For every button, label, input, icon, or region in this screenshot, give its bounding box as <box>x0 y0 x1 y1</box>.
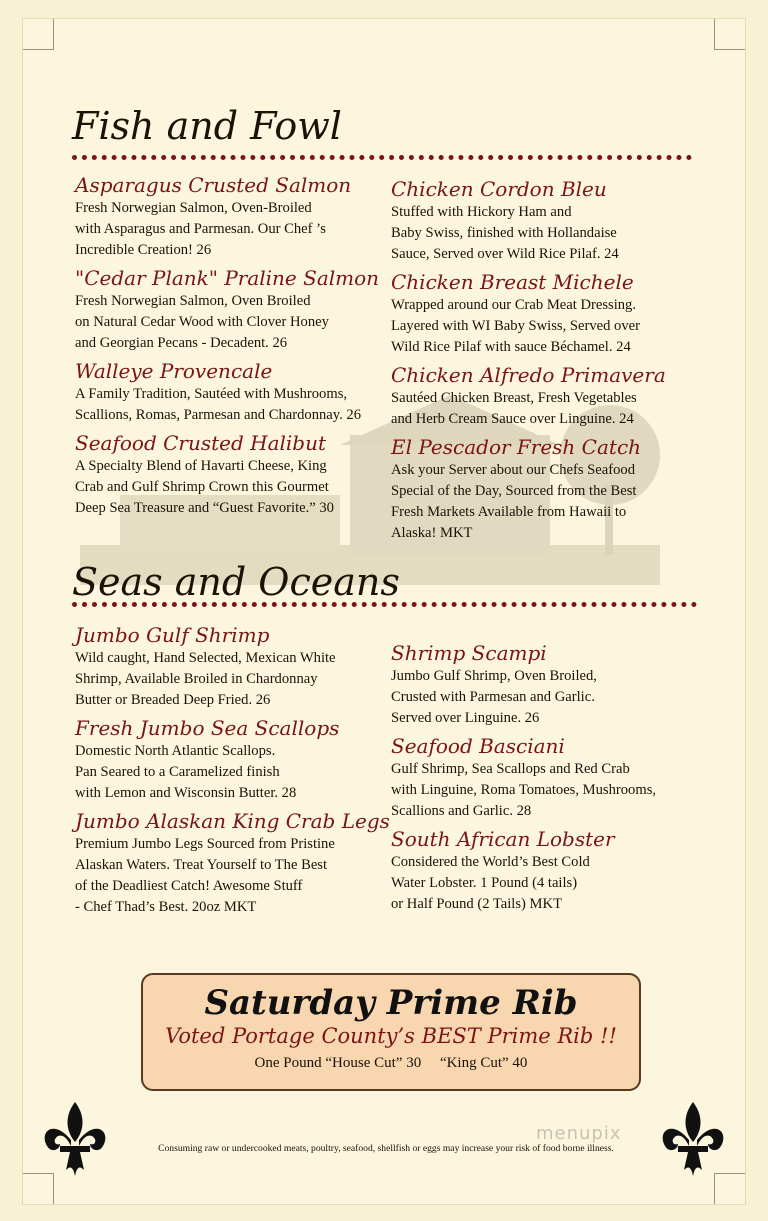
fleur-de-lis-icon <box>40 1100 110 1178</box>
menu-item-description: Wild caught, Hand Selected, Mexican White Shrimp, Available Broiled in Chardonnay Butter or Breaded Deep Fried. 26 <box>75 650 336 708</box>
dotted-divider <box>72 155 692 160</box>
menu-item-description: Sautéed Chicken Breast, Fresh Vegetables and Herb Cream Sauce over Linguine. 24 <box>391 390 637 427</box>
menu-item-name: Jumbo Alaskan King Crab Legs <box>75 809 390 833</box>
menu-item-name: Fresh Jumbo Sea Scallops <box>75 716 340 740</box>
fleur-de-lis-icon <box>658 1100 728 1178</box>
menu-item-name: Walleye Provencale <box>75 359 273 383</box>
menu-item <box>75 172 385 261</box>
corner-ornament <box>714 19 745 50</box>
menu-item-name: Chicken Breast Michele <box>391 270 634 294</box>
menu-item <box>391 434 701 544</box>
menu-item <box>75 430 385 519</box>
menu-item <box>391 176 701 265</box>
menu-item-name: "Cedar Plank" Praline Salmon <box>75 266 380 290</box>
menu-item-name: Asparagus Crusted Salmon <box>75 173 352 197</box>
menu-item-name: Shrimp Scampi <box>391 641 547 665</box>
menu-item-description: Fresh Norwegian Salmon, Oven-Broiled with Asparagus and Parmesan. Our Chef ’s Incredible Creation! 26 <box>75 200 326 258</box>
menu-item-name: Jumbo Gulf Shrimp <box>75 623 270 647</box>
fish-right-column <box>391 176 701 548</box>
fish-left-column <box>75 172 385 523</box>
dotted-divider <box>72 602 697 607</box>
menu-item-description: A Family Tradition, Sautéed with Mushrooms, Scallions, Romas, Parmesan and Chardonnay. 26 <box>75 386 362 423</box>
menu-item <box>391 362 701 430</box>
menu-item <box>391 640 701 729</box>
menu-item <box>75 808 390 918</box>
corner-ornament <box>23 19 54 50</box>
menu-item-description: Ask your Server about our Chefs Seafood Special of the Day, Sourced from the Best Fresh Markets Available from Hawaii to Alaska! MKT <box>391 462 637 541</box>
menu-item <box>75 358 385 426</box>
menu-item-description: Premium Jumbo Legs Sourced from Pristine Alaskan Waters. Treat Yourself to The Best of the Deadliest Catch! Awesome Stuff - Chef Thad’s Best. 20oz MKT <box>75 836 335 915</box>
menu-item-name: South African Lobster <box>391 827 615 851</box>
prime-rib-title: Saturday Prime Rib <box>204 983 578 1023</box>
menu-item-name: Seafood Crusted Halibut <box>75 431 327 455</box>
prime-rib-box <box>141 973 641 1091</box>
menu-item-description: Wrapped around our Crab Meat Dressing. Layered with WI Baby Swiss, Served over Wild Rice Pilaf with sauce Béchamel. 24 <box>391 297 640 355</box>
food-safety-disclaimer: Consuming raw or undercooked meats, poultry, seafood, shellfish or eggs may increase your risk of food borne illness. <box>158 1143 614 1154</box>
seas-left-column <box>75 622 390 922</box>
menu-item-description: Domestic North Atlantic Scallops. Pan Seared to a Caramelized finish with Lemon and Wisconsin Butter. 28 <box>75 743 297 801</box>
menu-item-description: Stuffed with Hickory Ham and Baby Swiss, finished with Hollandaise Sauce, Served over Wild Rice Pilaf. 24 <box>391 204 619 262</box>
menu-item-description: Jumbo Gulf Shrimp, Oven Broiled, Crusted with Parmesan and Garlic. Served over Linguine. 26 <box>391 668 597 726</box>
menu-item-description: Gulf Shrimp, Sea Scallops and Red Crab with Linguine, Roma Tomatoes, Mushrooms, Scallions and Garlic. 28 <box>391 761 657 819</box>
menu-item-name: Seafood Basciani <box>391 734 565 758</box>
menu-item-name: Chicken Cordon Bleu <box>391 177 607 201</box>
menu-item-description: Considered the World’s Best Cold Water Lobster. 1 Pound (4 tails) or Half Pound (2 Tails) MKT <box>391 854 590 912</box>
menu-item-description: Fresh Norwegian Salmon, Oven Broiled on Natural Cedar Wood with Clover Honey and Georgian Pecans - Decadent. 26 <box>75 293 329 351</box>
menu-item <box>391 826 701 915</box>
menu-item <box>75 622 385 711</box>
menu-item-name: El Pescador Fresh Catch <box>391 435 642 459</box>
menu-item <box>391 269 701 358</box>
menu-item <box>75 715 385 804</box>
prime-rib-price: One Pound “House Cut” 30 “King Cut” 40 <box>254 1055 528 1071</box>
section-title-fish-and-fowl: Fish and Fowl <box>72 104 342 148</box>
section-title-seas-and-oceans: Seas and Oceans <box>72 560 400 604</box>
menupix-logo: menupix <box>536 1123 622 1144</box>
menu-item <box>75 265 385 354</box>
menu-item-name: Chicken Alfredo Primavera <box>391 363 666 387</box>
menu-item-description: A Specialty Blend of Havarti Cheese, King Crab and Gulf Shrimp Crown this Gourmet Deep Sea Treasure and “Guest Favorite.” 30 <box>75 458 334 516</box>
menu-item <box>391 733 701 822</box>
prime-rib-subtitle: Voted Portage County’s BEST Prime Rib !! <box>165 1024 617 1048</box>
seas-right-column <box>391 640 701 919</box>
